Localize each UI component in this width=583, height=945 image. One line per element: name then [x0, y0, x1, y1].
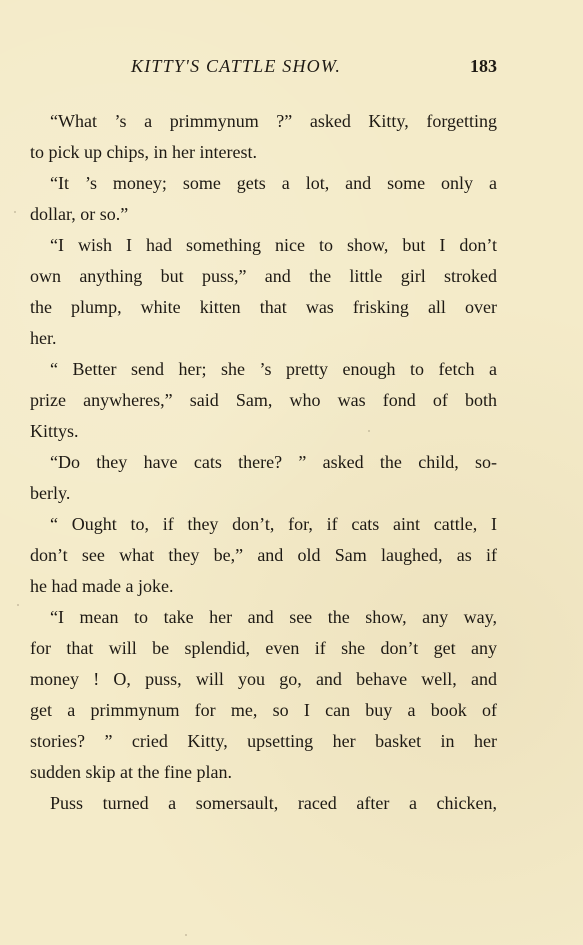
text-line: get a primmynum for me, so I can buy a book of	[30, 700, 497, 720]
paper-speck	[368, 430, 370, 432]
text-line: sudden skip at the fine plan.	[30, 762, 232, 782]
page-header	[30, 56, 500, 80]
text-line: Kittys.	[30, 421, 79, 441]
text-line: own anything but puss,” and the little girl stroked	[30, 266, 497, 286]
paper-speck	[14, 211, 16, 213]
text-line: “ Better send her; she ’s pretty enough to fetch a	[50, 359, 497, 379]
text-line: to pick up chips, in her interest.	[30, 142, 257, 162]
text-line: “ Ought to, if they don’t, for, if cats aint cattle, I	[50, 514, 497, 534]
text-line: the plump, white kitten that was frisking all over	[30, 297, 497, 317]
paper-speck	[185, 934, 187, 936]
text-line: money ! O, puss, will you go, and behave well, and	[30, 669, 497, 689]
text-line: don’t see what they be,” and old Sam laughed, as if	[30, 545, 497, 565]
text-line: stories? ” cried Kitty, upsetting her basket in her	[30, 731, 497, 751]
text-line: dollar, or so.”	[30, 204, 129, 224]
text-line: “I wish I had something nice to show, but I don’t	[50, 235, 497, 255]
body-text	[30, 106, 497, 819]
text-line: “It ’s money; some gets a lot, and some only a	[50, 173, 497, 193]
page-number: 183	[470, 56, 497, 76]
text-line: “I mean to take her and see the show, any way,	[50, 607, 497, 627]
text-line: prize anywheres,” said Sam, who was fond of both	[30, 390, 497, 410]
text-line: “What ’s a primmynum ?” asked Kitty, forgetting	[50, 111, 497, 131]
text-line: for that will be splendid, even if she don’t get any	[30, 638, 497, 658]
text-line: berly.	[30, 483, 71, 503]
text-line: her.	[30, 328, 57, 348]
text-line: Puss turned a somersault, raced after a chicken,	[50, 793, 497, 813]
paper-speck	[17, 604, 19, 606]
text-line: he had made a joke.	[30, 576, 174, 596]
text-line: “Do they have cats there? ” asked the child, so-	[50, 452, 497, 472]
running-head: KITTY'S CATTLE SHOW.	[131, 56, 342, 76]
